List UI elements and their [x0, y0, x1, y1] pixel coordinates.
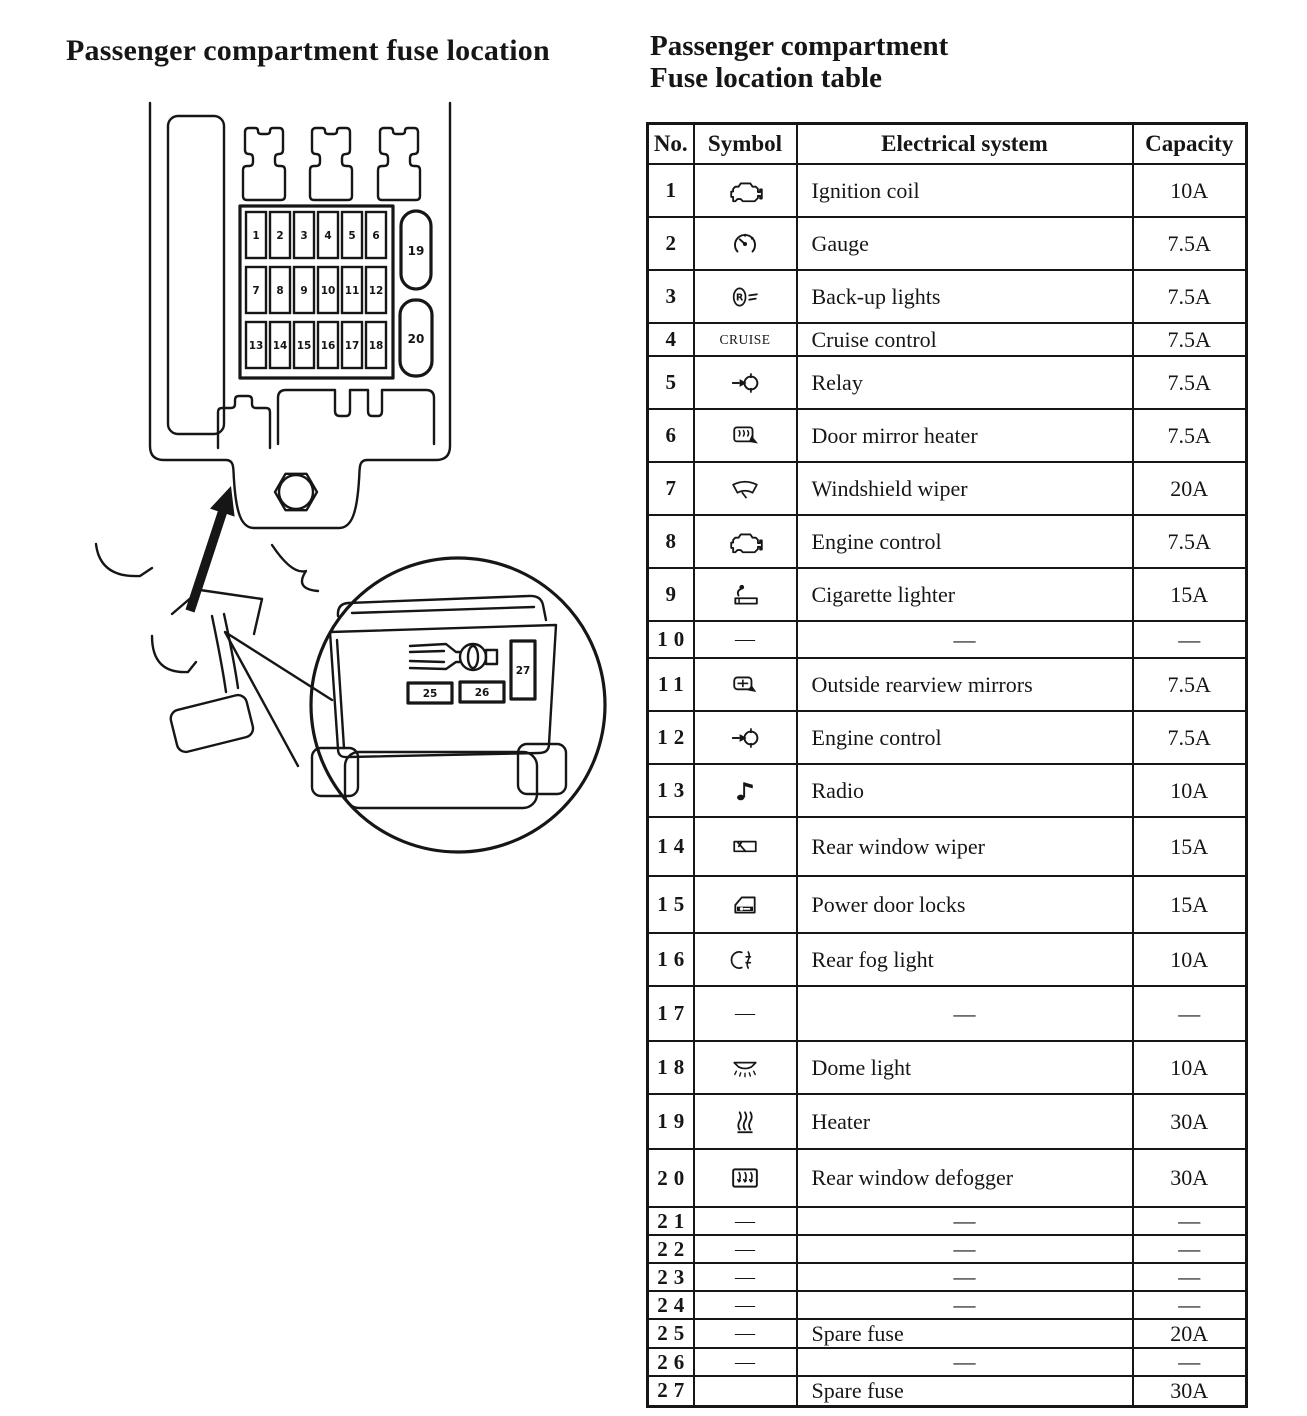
electrical-system: Engine control	[797, 711, 1133, 764]
electrical-system: Heater	[797, 1094, 1133, 1149]
electrical-system: —	[797, 1348, 1133, 1376]
table-header-row	[648, 124, 1247, 165]
table-row	[648, 711, 1247, 764]
table-row	[648, 986, 1247, 1041]
rear-window-wiper-icon	[725, 833, 765, 861]
header-capacity: Capacity	[1133, 124, 1247, 165]
svg-text:7: 7	[252, 285, 260, 297]
fuse-number: 6	[648, 409, 694, 462]
fuse-symbol	[694, 986, 797, 1041]
fuse-number: 8	[648, 515, 694, 568]
fuse-symbol	[694, 1291, 797, 1319]
fuse-number: 26	[648, 1348, 694, 1376]
fuse-symbol	[694, 515, 797, 568]
svg-text:1: 1	[252, 230, 260, 242]
table-row	[648, 1376, 1247, 1406]
table-row	[648, 1291, 1247, 1319]
fuse-symbol	[694, 1376, 797, 1406]
fuse-symbol	[694, 356, 797, 409]
svg-text:17: 17	[344, 340, 360, 352]
capacity: —	[1133, 1348, 1247, 1376]
table-row	[648, 164, 1247, 217]
electrical-system: Cigarette lighter	[797, 568, 1133, 621]
table-row	[648, 568, 1247, 621]
fuse-symbol	[694, 621, 797, 658]
electrical-system: Rear window wiper	[797, 817, 1133, 876]
table-row	[648, 270, 1247, 323]
fuse-number: 10	[648, 621, 694, 658]
capacity: 7.5A	[1133, 515, 1247, 568]
capacity: 10A	[1133, 164, 1247, 217]
backup-lights-icon	[725, 283, 765, 311]
bolt-hole	[279, 475, 313, 509]
fuse-number: 13	[648, 764, 694, 817]
table-row	[648, 1041, 1247, 1094]
capacity: 7.5A	[1133, 323, 1247, 356]
electrical-system: Spare fuse	[797, 1376, 1133, 1406]
table-row	[648, 409, 1247, 462]
svg-text:18: 18	[368, 340, 384, 352]
fuse-symbol	[694, 1319, 797, 1348]
header-no: No.	[648, 124, 694, 165]
svg-text:25: 25	[422, 688, 438, 700]
fuse-symbol	[694, 876, 797, 933]
capacity: 15A	[1133, 876, 1247, 933]
diagram-title: Passenger compartment fuse location	[66, 34, 550, 67]
table-row	[648, 1319, 1247, 1348]
fuse-location-section	[0, 0, 648, 1416]
fuse-symbol	[694, 817, 797, 876]
electrical-system: —	[797, 621, 1133, 658]
electrical-system: —	[797, 1263, 1133, 1291]
fuse-symbol	[694, 323, 797, 356]
electrical-system: Rear fog light	[797, 933, 1133, 986]
fuse-number: 19	[648, 1094, 694, 1149]
electrical-system: Engine control	[797, 515, 1133, 568]
table-row	[648, 1094, 1247, 1149]
fuse-symbol	[694, 409, 797, 462]
rear-fog-light-icon	[725, 946, 765, 974]
table-row	[648, 658, 1247, 711]
electrical-system: —	[797, 1235, 1133, 1263]
symbol-text-label: CRUISE	[719, 331, 771, 347]
electrical-system: Relay	[797, 356, 1133, 409]
svg-text:15: 15	[296, 340, 312, 352]
table-row	[648, 876, 1247, 933]
heater-icon	[725, 1108, 765, 1136]
electrical-system: —	[797, 1207, 1133, 1235]
svg-text:10: 10	[320, 285, 336, 297]
svg-text:19: 19	[407, 244, 425, 258]
relay-icon	[725, 724, 765, 752]
engine-icon	[725, 528, 765, 556]
fuse-number: 1	[648, 164, 694, 217]
table-row	[648, 1348, 1247, 1376]
table-row	[648, 356, 1247, 409]
capacity: 20A	[1133, 1319, 1247, 1348]
fuse-symbol	[694, 217, 797, 270]
table-row	[648, 217, 1247, 270]
capacity: —	[1133, 986, 1247, 1041]
capacity: 10A	[1133, 933, 1247, 986]
fuse-symbol	[694, 1235, 797, 1263]
capacity: 7.5A	[1133, 409, 1247, 462]
svg-text:14: 14	[272, 340, 288, 352]
svg-text:3: 3	[300, 230, 308, 242]
table-row	[648, 1207, 1247, 1235]
electrical-system: Gauge	[797, 217, 1133, 270]
fuse-number: 4	[648, 323, 694, 356]
table-row	[648, 1149, 1247, 1207]
capacity: —	[1133, 1207, 1247, 1235]
capacity: 20A	[1133, 462, 1247, 515]
fuse-symbol	[694, 270, 797, 323]
fuse-number: 12	[648, 711, 694, 764]
fuse-number: 14	[648, 817, 694, 876]
fuse-panel-outline	[150, 103, 450, 528]
large-connector	[278, 390, 434, 444]
outside-mirror-icon	[725, 671, 765, 699]
fuse-puller	[410, 644, 497, 670]
table-title-line2: Fuse location table	[650, 62, 882, 95]
fuse-number: 18	[648, 1041, 694, 1094]
electrical-system: Door mirror heater	[797, 409, 1133, 462]
capacity: 10A	[1133, 1041, 1247, 1094]
fuse-symbol	[694, 764, 797, 817]
cigarette-lighter-icon	[725, 581, 765, 609]
svg-text:13: 13	[248, 340, 264, 352]
capacity: 30A	[1133, 1149, 1247, 1207]
fuse-number: 25	[648, 1319, 694, 1348]
fuse-symbol	[694, 164, 797, 217]
fuse-number: 7	[648, 462, 694, 515]
rear-defogger-icon	[725, 1164, 765, 1192]
header-system: Electrical system	[797, 124, 1133, 165]
small-connector	[218, 396, 270, 448]
fuse-number: 21	[648, 1207, 694, 1235]
capacity: 7.5A	[1133, 658, 1247, 711]
fuse-number: 24	[648, 1291, 694, 1319]
fuse-symbol	[694, 568, 797, 621]
svg-text:16: 16	[320, 340, 336, 352]
fuse-number: 9	[648, 568, 694, 621]
bolt-hex	[275, 474, 317, 510]
svg-text:8: 8	[276, 285, 284, 297]
power-door-lock-icon	[725, 891, 765, 919]
capacity: 30A	[1133, 1376, 1247, 1406]
table-title	[650, 30, 948, 95]
capacity: 15A	[1133, 568, 1247, 621]
electrical-system: Dome light	[797, 1041, 1133, 1094]
capacity: 30A	[1133, 1094, 1247, 1149]
table-row	[648, 1235, 1247, 1263]
table-row	[648, 817, 1247, 876]
fuse-grid	[246, 212, 386, 368]
music-note-icon	[725, 777, 765, 805]
no-symbol-dash: —	[735, 1237, 755, 1260]
no-symbol-dash: —	[735, 1293, 755, 1316]
relay-sockets	[243, 128, 420, 200]
fuse-symbol	[694, 1041, 797, 1094]
no-symbol-dash: —	[735, 628, 755, 650]
electrical-system: Cruise control	[797, 323, 1133, 356]
relay-icon	[725, 369, 765, 397]
fuse-symbol	[694, 1207, 797, 1235]
svg-text:9: 9	[300, 285, 308, 297]
fuse-symbol	[694, 1348, 797, 1376]
electrical-system: Power door locks	[797, 876, 1133, 933]
capacity: —	[1133, 1263, 1247, 1291]
pedal-pad	[169, 693, 255, 754]
table-row	[648, 764, 1247, 817]
fuse-number: 5	[648, 356, 694, 409]
svg-text:11: 11	[344, 285, 360, 297]
fuse-number: 23	[648, 1263, 694, 1291]
svg-text:12: 12	[368, 285, 384, 297]
capacity: 7.5A	[1133, 270, 1247, 323]
fuse-symbol	[694, 1094, 797, 1149]
electrical-system: Outside rearview mirrors	[797, 658, 1133, 711]
svg-text:2: 2	[276, 230, 284, 242]
table-row	[648, 621, 1247, 658]
fuse-symbol	[694, 658, 797, 711]
svg-text:26: 26	[474, 687, 490, 699]
fuse-number: 20	[648, 1149, 694, 1207]
dashboard-pedal-sketch	[96, 544, 318, 754]
panel-cover	[168, 116, 224, 434]
electrical-system: Ignition coil	[797, 164, 1133, 217]
electrical-system: Windshield wiper	[797, 462, 1133, 515]
svg-text:R: R	[735, 292, 744, 304]
svg-text:5: 5	[348, 230, 356, 242]
table-title-line1: Passenger compartment	[650, 30, 949, 62]
electrical-system: Back-up lights	[797, 270, 1133, 323]
spare-fuse-inset	[311, 558, 605, 852]
fuse-symbol	[694, 1149, 797, 1207]
capacity: 7.5A	[1133, 217, 1247, 270]
fuse-number: 27	[648, 1376, 694, 1406]
capacity: 7.5A	[1133, 356, 1247, 409]
svg-text:4: 4	[324, 230, 332, 242]
fuse-symbol	[694, 1263, 797, 1291]
no-symbol-dash: —	[735, 1209, 755, 1232]
capacity: —	[1133, 1291, 1247, 1319]
table-row	[648, 323, 1247, 356]
capacity: 7.5A	[1133, 711, 1247, 764]
fuse-number: 3	[648, 270, 694, 323]
electrical-system: —	[797, 986, 1133, 1041]
fuse-number: 11	[648, 658, 694, 711]
fuse-number: 16	[648, 933, 694, 986]
fuse-symbol	[694, 462, 797, 515]
fuse-table	[646, 122, 1248, 1408]
table-row	[648, 933, 1247, 986]
engine-icon	[725, 177, 765, 205]
electrical-system: Spare fuse	[797, 1319, 1133, 1348]
table-row	[648, 1263, 1247, 1291]
fuse-symbol	[694, 933, 797, 986]
fuse-number: 17	[648, 986, 694, 1041]
svg-text:6: 6	[372, 230, 380, 242]
fuse-number: 2	[648, 217, 694, 270]
fuse-symbol	[694, 711, 797, 764]
capacity: —	[1133, 621, 1247, 658]
svg-text:27: 27	[515, 665, 531, 677]
no-symbol-dash: —	[735, 1265, 755, 1288]
table-row	[648, 515, 1247, 568]
no-symbol-dash: —	[735, 1002, 755, 1024]
no-symbol-dash: —	[735, 1322, 755, 1344]
door-mirror-heater-icon	[725, 422, 765, 450]
fuse-number: 15	[648, 876, 694, 933]
electrical-system: Radio	[797, 764, 1133, 817]
fuse-box-diagram	[30, 80, 680, 890]
dome-light-icon	[725, 1054, 765, 1082]
capacity: —	[1133, 1235, 1247, 1263]
gauge-icon	[725, 230, 765, 258]
electrical-system: Rear window defogger	[797, 1149, 1133, 1207]
capacity: 15A	[1133, 817, 1247, 876]
windshield-wiper-icon	[725, 475, 765, 503]
fuse-number: 22	[648, 1235, 694, 1263]
electrical-system: —	[797, 1291, 1133, 1319]
no-symbol-dash: —	[735, 1350, 755, 1373]
svg-text:20: 20	[407, 332, 425, 346]
table-row	[648, 462, 1247, 515]
capacity: 10A	[1133, 764, 1247, 817]
header-symbol: Symbol	[694, 124, 797, 165]
